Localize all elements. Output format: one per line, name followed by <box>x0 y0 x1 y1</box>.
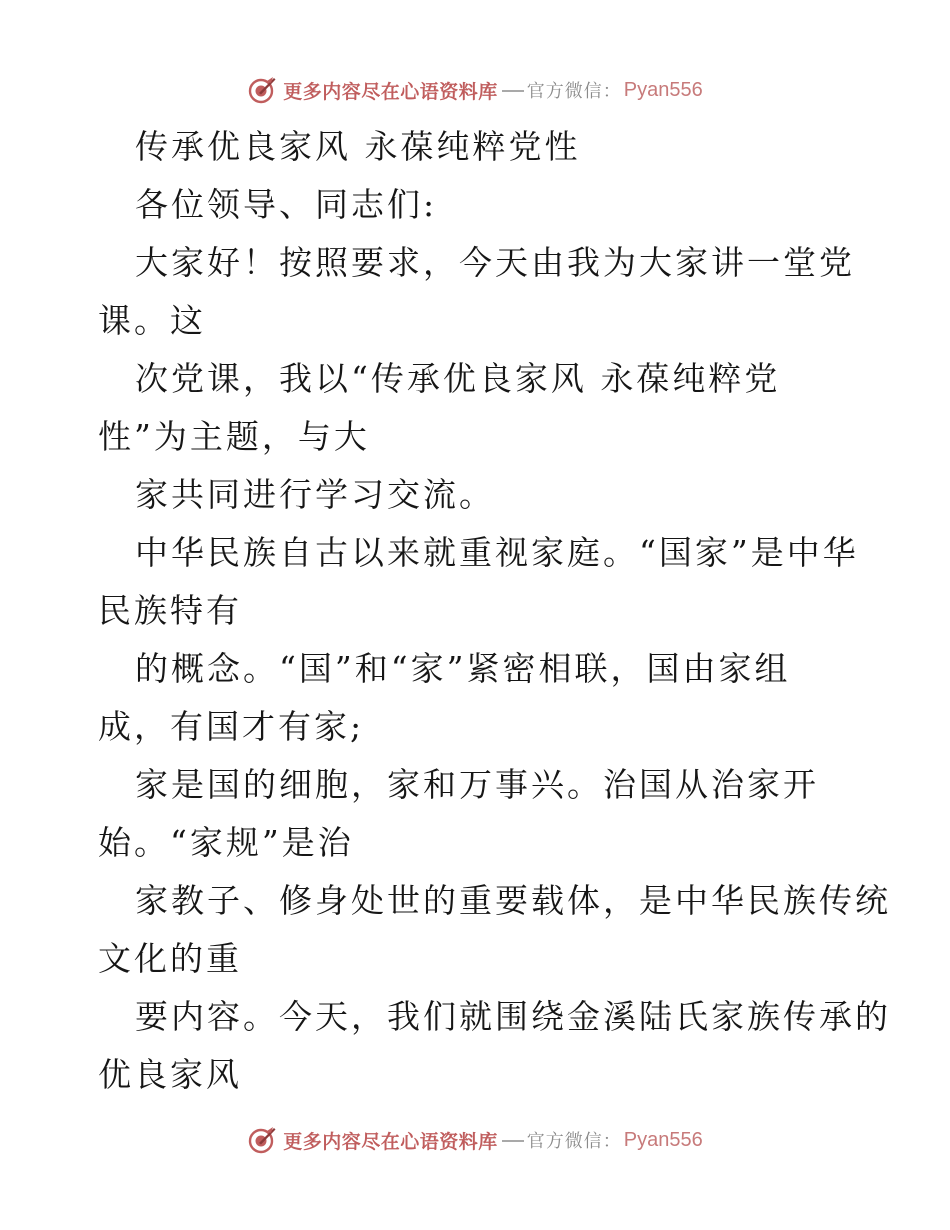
quill-pen-logo-icon <box>247 1125 277 1155</box>
text-line: 家是国的细胞，家和万事兴。治国从治家开 <box>135 765 819 804</box>
text-line: 要内容。今天，我们就围绕金溪陆氏家族传承的 <box>135 997 891 1036</box>
text-line: 中华民族自古以来就重视家庭。“国家”是中华 <box>135 533 859 572</box>
document-title: 传承优良家风 永葆纯粹党性 <box>135 127 581 166</box>
text-line: 课。这 <box>98 301 206 340</box>
text-line: 家共同进行学习交流。 <box>135 475 495 514</box>
footer-watermark <box>0 1120 950 1160</box>
watermark-wechat-id: Pyan556 <box>623 1128 703 1151</box>
text-line: 家教子、修身处世的重要载体，是中华民族传统 <box>135 881 891 920</box>
watermark-wechat-label: 官方微信： <box>526 1131 622 1152</box>
watermark-brand: 更多内容尽在心语资料库 <box>283 1130 498 1153</box>
watermark-dash <box>502 1140 524 1142</box>
watermark-wechat-id: Pyan556 <box>623 78 703 101</box>
text-line: 始。“家规”是治 <box>98 823 354 862</box>
text-line: 成，有国才有家; <box>98 707 365 746</box>
text-line: 各位领导、同志们: <box>135 185 438 224</box>
text-line: 性”为主题，与大 <box>98 417 370 456</box>
watermark-wechat-label: 官方微信： <box>526 81 622 102</box>
watermark-brand: 更多内容尽在心语资料库 <box>283 80 498 103</box>
text-line: 文化的重 <box>98 939 242 978</box>
text-line: 次党课，我以“传承优良家风 永葆纯粹党 <box>135 359 781 398</box>
text-line: 的概念。“国”和“家”紧密相联，国由家组 <box>135 649 791 688</box>
text-line: 大家好！按照要求，今天由我为大家讲一堂党 <box>135 243 855 282</box>
text-line: 民族特有 <box>98 591 242 630</box>
text-line: 优良家风 <box>98 1055 242 1094</box>
